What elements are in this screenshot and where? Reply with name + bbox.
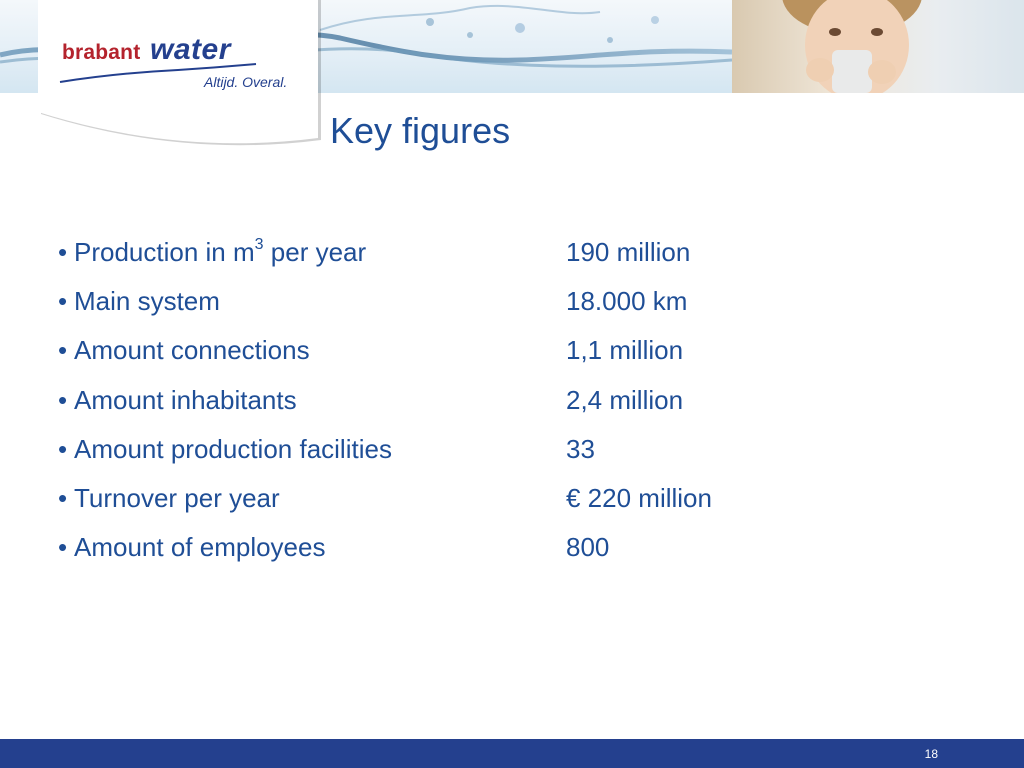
list-item: [58, 326, 818, 375]
figure-label: Production in $m^3$ per year: [74, 236, 367, 268]
figure-label: Amount production facilities: [74, 433, 392, 464]
bullet: •: [58, 532, 68, 563]
list-item: [58, 474, 818, 523]
child-drinking-photo: [732, 0, 1024, 93]
bullet: •: [58, 286, 68, 317]
list-item: [58, 523, 818, 572]
figure-value: € 220 million: [566, 483, 712, 514]
figure-value: 33: [566, 433, 595, 464]
figure-label: Amount connections: [74, 335, 310, 366]
list-item: [58, 277, 818, 326]
logo-tagline: Altijd. Overal.: [204, 74, 288, 90]
slide-title: Key figures: [330, 110, 511, 151]
figure-label: Main system: [74, 286, 220, 317]
bullet: •: [58, 483, 68, 514]
superscript: 3: [254, 236, 264, 254]
bullet: •: [58, 384, 68, 415]
figure-value: 2,4 million: [566, 384, 684, 415]
footer-bar: [0, 739, 1024, 768]
figure-value: 190 million: [566, 237, 691, 268]
bullet: •: [58, 237, 68, 268]
figure-value: 18.000 km: [566, 286, 688, 317]
logo-text-water: water: [150, 33, 231, 66]
figure-label: Turnover per year: [74, 483, 280, 514]
figure-value: 800: [566, 532, 610, 563]
list-item: [58, 425, 818, 474]
logo-text-brabant: brabant: [62, 41, 141, 64]
figure-value: 1,1 million: [566, 335, 684, 366]
list-item: [58, 228, 818, 277]
page-number: 18: [924, 747, 938, 761]
bullet: •: [58, 433, 68, 464]
bullet: •: [58, 335, 68, 366]
figure-label: Amount inhabitants: [74, 384, 297, 415]
list-item: [58, 376, 818, 425]
key-figures-list: [58, 228, 818, 572]
figure-label: Amount of employees: [74, 532, 326, 563]
